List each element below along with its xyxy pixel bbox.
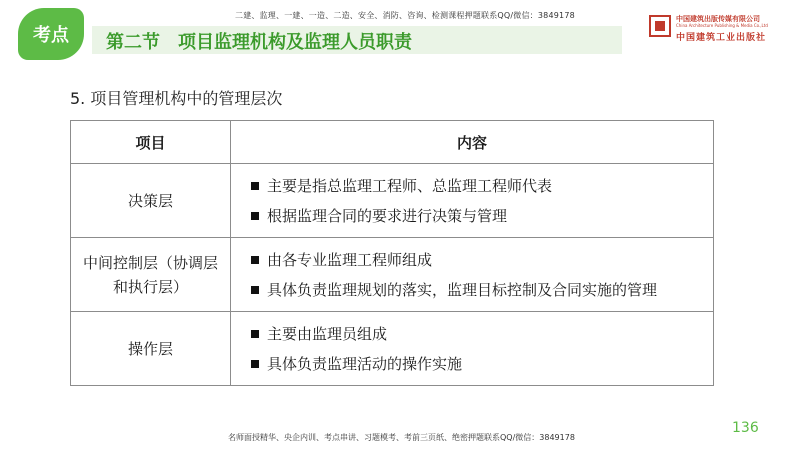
bullet-square-icon [251, 330, 259, 338]
table-row [71, 238, 714, 312]
publisher-logo [648, 12, 794, 44]
table-cell-item: 操作层 [71, 312, 231, 386]
publisher-name-en: China Architecture Publishing & Media Co.,Ltd [676, 23, 768, 28]
table-header-row [71, 121, 714, 164]
list-item: 具体负责监理规划的落实，监理目标控制及合同实施的管理 [251, 275, 703, 305]
table-header-content: 内容 [231, 121, 714, 164]
topic-badge-label: 考点 [33, 25, 69, 46]
publisher-name-alt: 中国建筑工业出版社 [676, 33, 767, 43]
list-item: 主要是指总监理工程师、总监理工程师代表 [251, 171, 703, 201]
list-item: 主要由监理员组成 [251, 319, 703, 349]
list-item: 根据监理合同的要求进行决策与管理 [251, 201, 703, 231]
table-header-item: 项目 [71, 121, 231, 164]
bullet-square-icon [251, 212, 259, 220]
bullet-square-icon [251, 286, 259, 294]
table-cell-content [231, 238, 714, 312]
topic-badge [18, 8, 84, 60]
page-number: 136 [732, 420, 759, 436]
top-banner-text: 二建、监理、一建、一造、二造、安全、消防、咨询、检测课程押题联系QQ/微信：3849178 [235, 11, 575, 20]
list-item: 具体负责监理活动的操作实施 [251, 349, 703, 379]
bullet-square-icon [251, 256, 259, 264]
table-cell-item: 中间控制层（协调层和执行层） [71, 238, 231, 312]
footer-text: 名师面授精华、央企内训、考点串讲、习题模考、考前三页纸、绝密押题联系QQ/微信：3849178 [228, 433, 575, 442]
table-cell-item: 决策层 [71, 164, 231, 238]
publisher-logo-icon [648, 14, 672, 38]
list-item: 由各专业监理工程师组成 [251, 245, 703, 275]
management-levels-table [70, 120, 714, 386]
table-row [71, 312, 714, 386]
section-heading: 5. 项目管理机构中的管理层次 [70, 89, 283, 108]
table-cell-content [231, 312, 714, 386]
publisher-name: 中国建筑出版传媒有限公司 [676, 15, 760, 23]
table-row [71, 164, 714, 238]
bullet-square-icon [251, 360, 259, 368]
bullet-square-icon [251, 182, 259, 190]
table-cell-content [231, 164, 714, 238]
title-bar [92, 26, 622, 54]
page-title: 第二节 项目监理机构及监理人员职责 [106, 32, 412, 53]
